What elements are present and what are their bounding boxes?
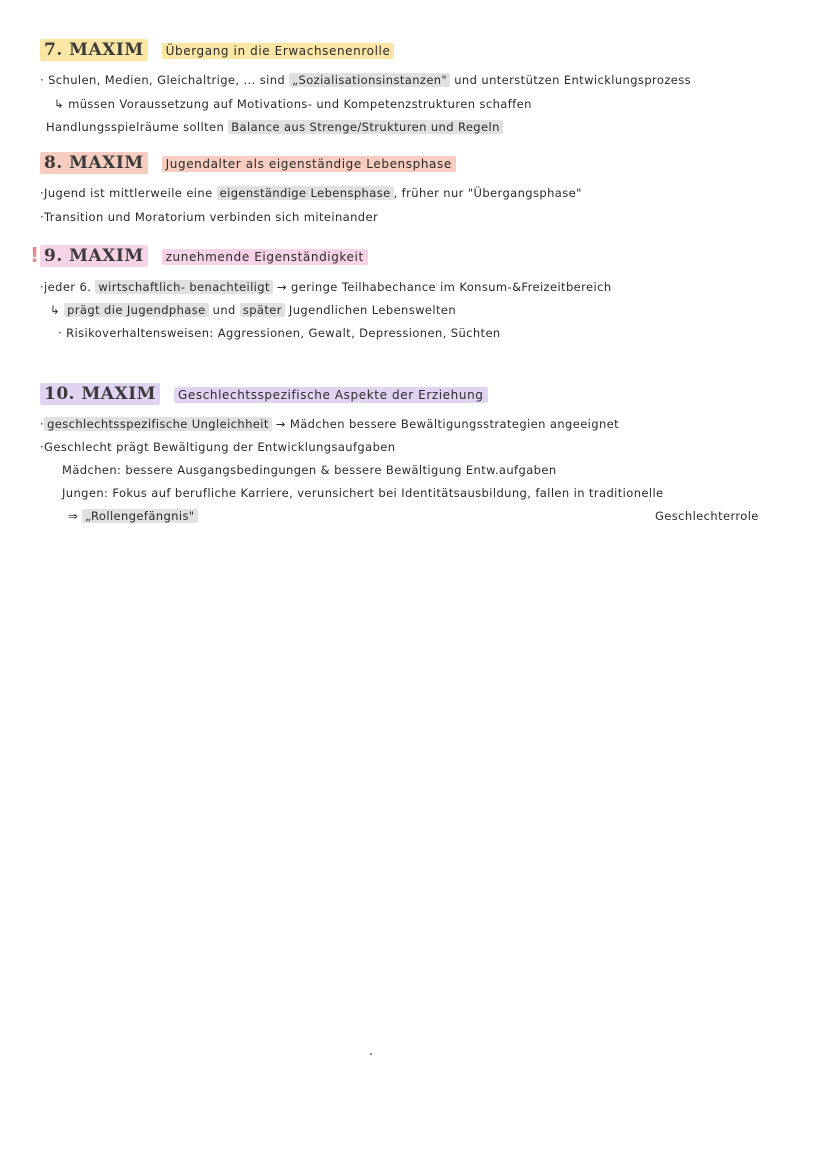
text-segment: und unterstützen Entwicklungsprozess bbox=[450, 73, 692, 87]
section-9-heading bbox=[40, 246, 368, 266]
section-10-heading bbox=[40, 384, 488, 404]
text-segment: ↳ bbox=[50, 303, 65, 317]
section-title: Geschlechtsspezifische Aspekte der Erziehung bbox=[174, 387, 488, 403]
section-10-line-5 bbox=[68, 509, 198, 523]
text-segment: Handlungsspielräume sollten bbox=[46, 120, 229, 134]
section-9-line-1 bbox=[40, 280, 612, 294]
section-9-line-3 bbox=[58, 326, 501, 340]
section-10-line-1 bbox=[40, 417, 619, 431]
section-number: 7. MAXIM bbox=[40, 39, 148, 61]
highlighted-term: später bbox=[240, 303, 285, 317]
section-7-line-1 bbox=[40, 73, 691, 87]
section-number: 10. MAXIM bbox=[40, 383, 160, 405]
highlighted-term: wirtschaftlich- benachteiligt bbox=[95, 280, 273, 294]
highlighted-term: „Sozialisationsinstanzen" bbox=[289, 73, 450, 87]
section-title: zunehmende Eigenständigkeit bbox=[162, 249, 368, 265]
text-segment: ·Transition und Moratorium verbinden sich miteinander bbox=[40, 210, 379, 224]
section-8-line-2 bbox=[40, 210, 378, 224]
section-10-line-2 bbox=[40, 440, 395, 454]
section-7-line-3 bbox=[46, 120, 503, 134]
section-7-heading bbox=[40, 40, 394, 60]
section-10-side-note bbox=[655, 509, 759, 523]
highlighted-term: prägt die Jugendphase bbox=[64, 303, 209, 317]
section-10-line-3 bbox=[62, 463, 557, 477]
section-7-line-2 bbox=[54, 97, 532, 111]
text-segment: · Risikoverhaltensweisen: Aggressionen, Gewalt, Depressionen, Süchten bbox=[58, 326, 501, 340]
text-segment: und bbox=[208, 303, 240, 317]
stray-dot bbox=[370, 1053, 372, 1055]
section-title: Jugendalter als eigenständige Lebensphase bbox=[162, 156, 456, 172]
highlighted-term: „Rollengefängnis" bbox=[82, 509, 197, 523]
text-segment: → Mädchen bessere Bewältigungsstrategien angeeignet bbox=[271, 417, 620, 431]
section-8-heading bbox=[40, 153, 456, 173]
text-segment: ↳ müssen Voraussetzung auf Motivations- und Kompetenzstrukturen schaffen bbox=[54, 97, 532, 111]
highlighted-term: eigenständige Lebensphase bbox=[217, 186, 394, 200]
text-segment: ·jeder 6. bbox=[40, 280, 96, 294]
highlighted-term: geschlechtsspezifische Ungleichheit bbox=[44, 417, 272, 431]
text-segment: → geringe Teilhabechance im Konsum-&Freizeitbereich bbox=[272, 280, 612, 294]
text-segment: ·Geschlecht prägt Bewältigung der Entwicklungsaufgaben bbox=[40, 440, 396, 454]
section-10-line-4 bbox=[62, 486, 664, 500]
section-title: Übergang in die Erwachsenenrolle bbox=[162, 43, 395, 59]
section-8-line-1 bbox=[40, 186, 582, 200]
text-segment: Mädchen: bessere Ausgangsbedingungen & bessere Bewältigung Entw.aufgaben bbox=[62, 463, 557, 477]
section-number: 9. MAXIM bbox=[40, 245, 148, 267]
text-segment: · Schulen, Medien, Gleichaltrige, ... sind bbox=[40, 73, 290, 87]
text-segment: Geschlechterrole bbox=[655, 509, 759, 523]
text-segment: Jugendlichen Lebenswelten bbox=[284, 303, 457, 317]
text-segment: , früher nur "Übergangsphase" bbox=[393, 186, 582, 200]
section-number: 8. MAXIM bbox=[40, 152, 148, 174]
text-segment: ·Jugend ist mittlerweile eine bbox=[40, 186, 217, 200]
exclamation-marker: ! bbox=[30, 243, 40, 267]
text-segment: ⇒ bbox=[68, 509, 83, 523]
section-9-line-2 bbox=[50, 303, 456, 317]
text-segment: Jungen: Fokus auf berufliche Karriere, verunsichert bei Identitätsausbildung, fallen in traditionelle bbox=[62, 486, 664, 500]
text-segment: · bbox=[40, 417, 45, 431]
highlighted-term: Balance aus Strenge/Strukturen und Regeln bbox=[228, 120, 503, 134]
